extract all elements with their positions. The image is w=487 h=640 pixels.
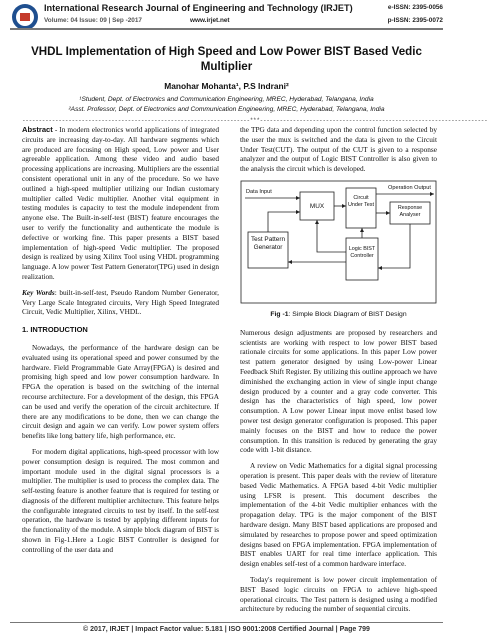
figure-caption-lead: Fig -1: [270, 310, 289, 318]
right-paragraph-4: Today's requirement is low power circuit implementation of BIST Based logic circuits on FPGA to achieve high-speed operational circuits. The Test pattern is designed using a modified architecture by reducing the number of sequential circuits.: [240, 574, 437, 614]
left-column: [22, 125, 219, 561]
label-logic-bist: Logic BIST Controller: [348, 245, 376, 259]
label-data-input: Data Input: [246, 188, 272, 195]
intro-paragraph-1: Nowadays, the performance of the hardware design can be evaluated using its operational speed and power consumed by the hardware. Field Programmable Gate Array(FPGA) is desired and promising high speed and low power consumption hardware. In FPGA the operation is based on the switching of the internal recourse architecture. For a development of the design, this FPGA can be used and verify the operation of the circuit architecture. If there are any modifications to be done, then we can change the circuit design and again we can verify. Low power system offers benefits like long battery life, high performance, etc.: [22, 342, 219, 441]
volume-issue: Volume: 04 Issue: 09 | Sep -2017: [44, 17, 142, 24]
paper-title: VHDL Implementation of High Speed and Low Power BIST Based Vedic Multiplier: [31, 45, 422, 73]
paper-authors: Manohar Mohanta¹, P.S Indrani²: [164, 81, 289, 91]
figure-caption-text: : Simple Block Diagram of BIST Design: [288, 310, 407, 318]
label-cut: Circuit Under Test: [348, 194, 374, 208]
section-separator: ---------------------------------------------------------------------***---------------------------------------------------------------------: [22, 117, 487, 124]
right-column: [240, 125, 437, 620]
journal-website[interactable]: www.irjet.net: [190, 17, 230, 24]
journal-name: International Research Journal of Engineering and Technology (IRJET): [44, 3, 353, 13]
affiliation-2: ²Asst. Professor, Dept. of Electronics and Communication Engineering, MREC, Hyderabad, Telangana, India: [68, 106, 385, 113]
label-response-analyser: Response Analyser: [397, 204, 423, 218]
right-paragraph-2: Numerous design adjustments are proposed by researchers and scientists are working with respect to low power BIST based rationale circuits for some applications. In this paper Low power test pattern generator designed by using Low-power Linear Feedback Shift Register. By utilizing this outline approach we have diminished the exchanging action in view of single input change design produced by a counter and a gray code converter. This design has the characteristics of high speed, low power consumption. A Low power Linear input move enlist based low power test design generator configuration is proposed. This paper mainly focuses on the BIST and how to reduce the power consumption. In this transition is reduced by generating the gray code with 1-bit distance.: [240, 327, 437, 455]
keywords-lead: Key Words: [22, 287, 55, 297]
footer-rule: [10, 622, 443, 623]
abstract-text: - In modern electronics world applications of integrated circuits are increasing day-to-day. All hardware segments which are produced are focusing on High speed, Low power and User agreeable application. Among these video and audio based processing applications are increasing. Multipliers are the essential consistent operational unit in any of the procedure. So we have outlined a high-speed multiplier utilizing our Indian customary multiplier called Vedic multiplier. Another vital equipment in testing modules is capacity to test the module independent from anyone else. The Built-in-self-test (BIST) feature encourages the user to verify the functionality and authenticate the module is defective or working fine. This paper presents a BIST based implementation of high-speed Vedic multiplier. The proposed design is realized by using Xilinx Tool using VHDL programming language. A low power Test Pattern Generator(TPG) used in design realization.: [22, 125, 219, 281]
header-rule: [10, 28, 443, 30]
eissn: e-ISSN: 2395-0056: [387, 4, 443, 11]
label-mux: MUX: [309, 202, 325, 210]
abstract: [22, 125, 219, 282]
keywords-text: : built-in-self-test, Pseudo Random Number Generator, Very Large Scale Integrated circuits, Very High Speed Integrated Circuit, Vedic Multiplier, Xilinx, VHDL.: [22, 287, 219, 317]
pissn: p-ISSN: 2395-0072: [387, 17, 443, 24]
right-paragraph-1: the TPG data and depending upon the control function selected by the user the mux is switched and the data is given to the Circuit Under Test(CUT). The output of the CUT is given to a response analyzer and the output of Logic BIST Controller is also given to the analysis the circuit which is developed.: [240, 125, 437, 174]
intro-paragraph-2: For modern digital applications, high-speed processor with low power consumption design is required. The most common and important module used in the digital signal processors is a multiplier. The multiplier is used to process the complex data. The self-testing feature is another feature that is required for testing or diagnosis of the different multiplier architecture. This feature helps the configurable integrated circuits to test by itself. In the self-test operation, the hardware is tested by applying different inputs for the functionality of the module. A simple block diagram of BIST is shown in Fig-1.Here a Logic BIST Controller is designed for controlling of the user data and: [22, 446, 219, 554]
label-operation-output: Operation Output: [388, 184, 431, 191]
intro-heading: 1. INTRODUCTION: [22, 325, 88, 335]
abstract-lead: Abstract: [22, 125, 53, 134]
journal-header: [0, 0, 453, 34]
page-footer: © 2017, IRJET | Impact Factor value: 5.181 | ISO 9001:2008 Certified Journal | Page 799: [83, 626, 370, 633]
affiliation-1: ¹Student, Dept. of Electronics and Communication Engineering, MREC, Hyderabad, Telangana, India: [79, 96, 374, 103]
figure-caption: [240, 310, 437, 320]
bist-block-diagram: [240, 180, 437, 306]
keywords: [22, 288, 219, 317]
label-tpg: Test Pattern Generator: [250, 235, 286, 251]
right-paragraph-3: A review on Vedic Mathematics for a digital signal processing operation is present. This paper deals with the review of literature based Vedic Mathematics. A FPGA based 4-bit Vedic multiplier using LFSR is present. This document describes the implementation of the 4-bit Vedic multiplier enhances with the propagation delay. TPG is the major component of the BIST hardware design. Many BIST based applications are proposed and simulated by researches to propose power and speed optimization designs based on FPGA implementation. FPGA implementation of BIST enables UART for real time interface application. This design enables self-test of a common hardware interface.: [240, 461, 437, 569]
